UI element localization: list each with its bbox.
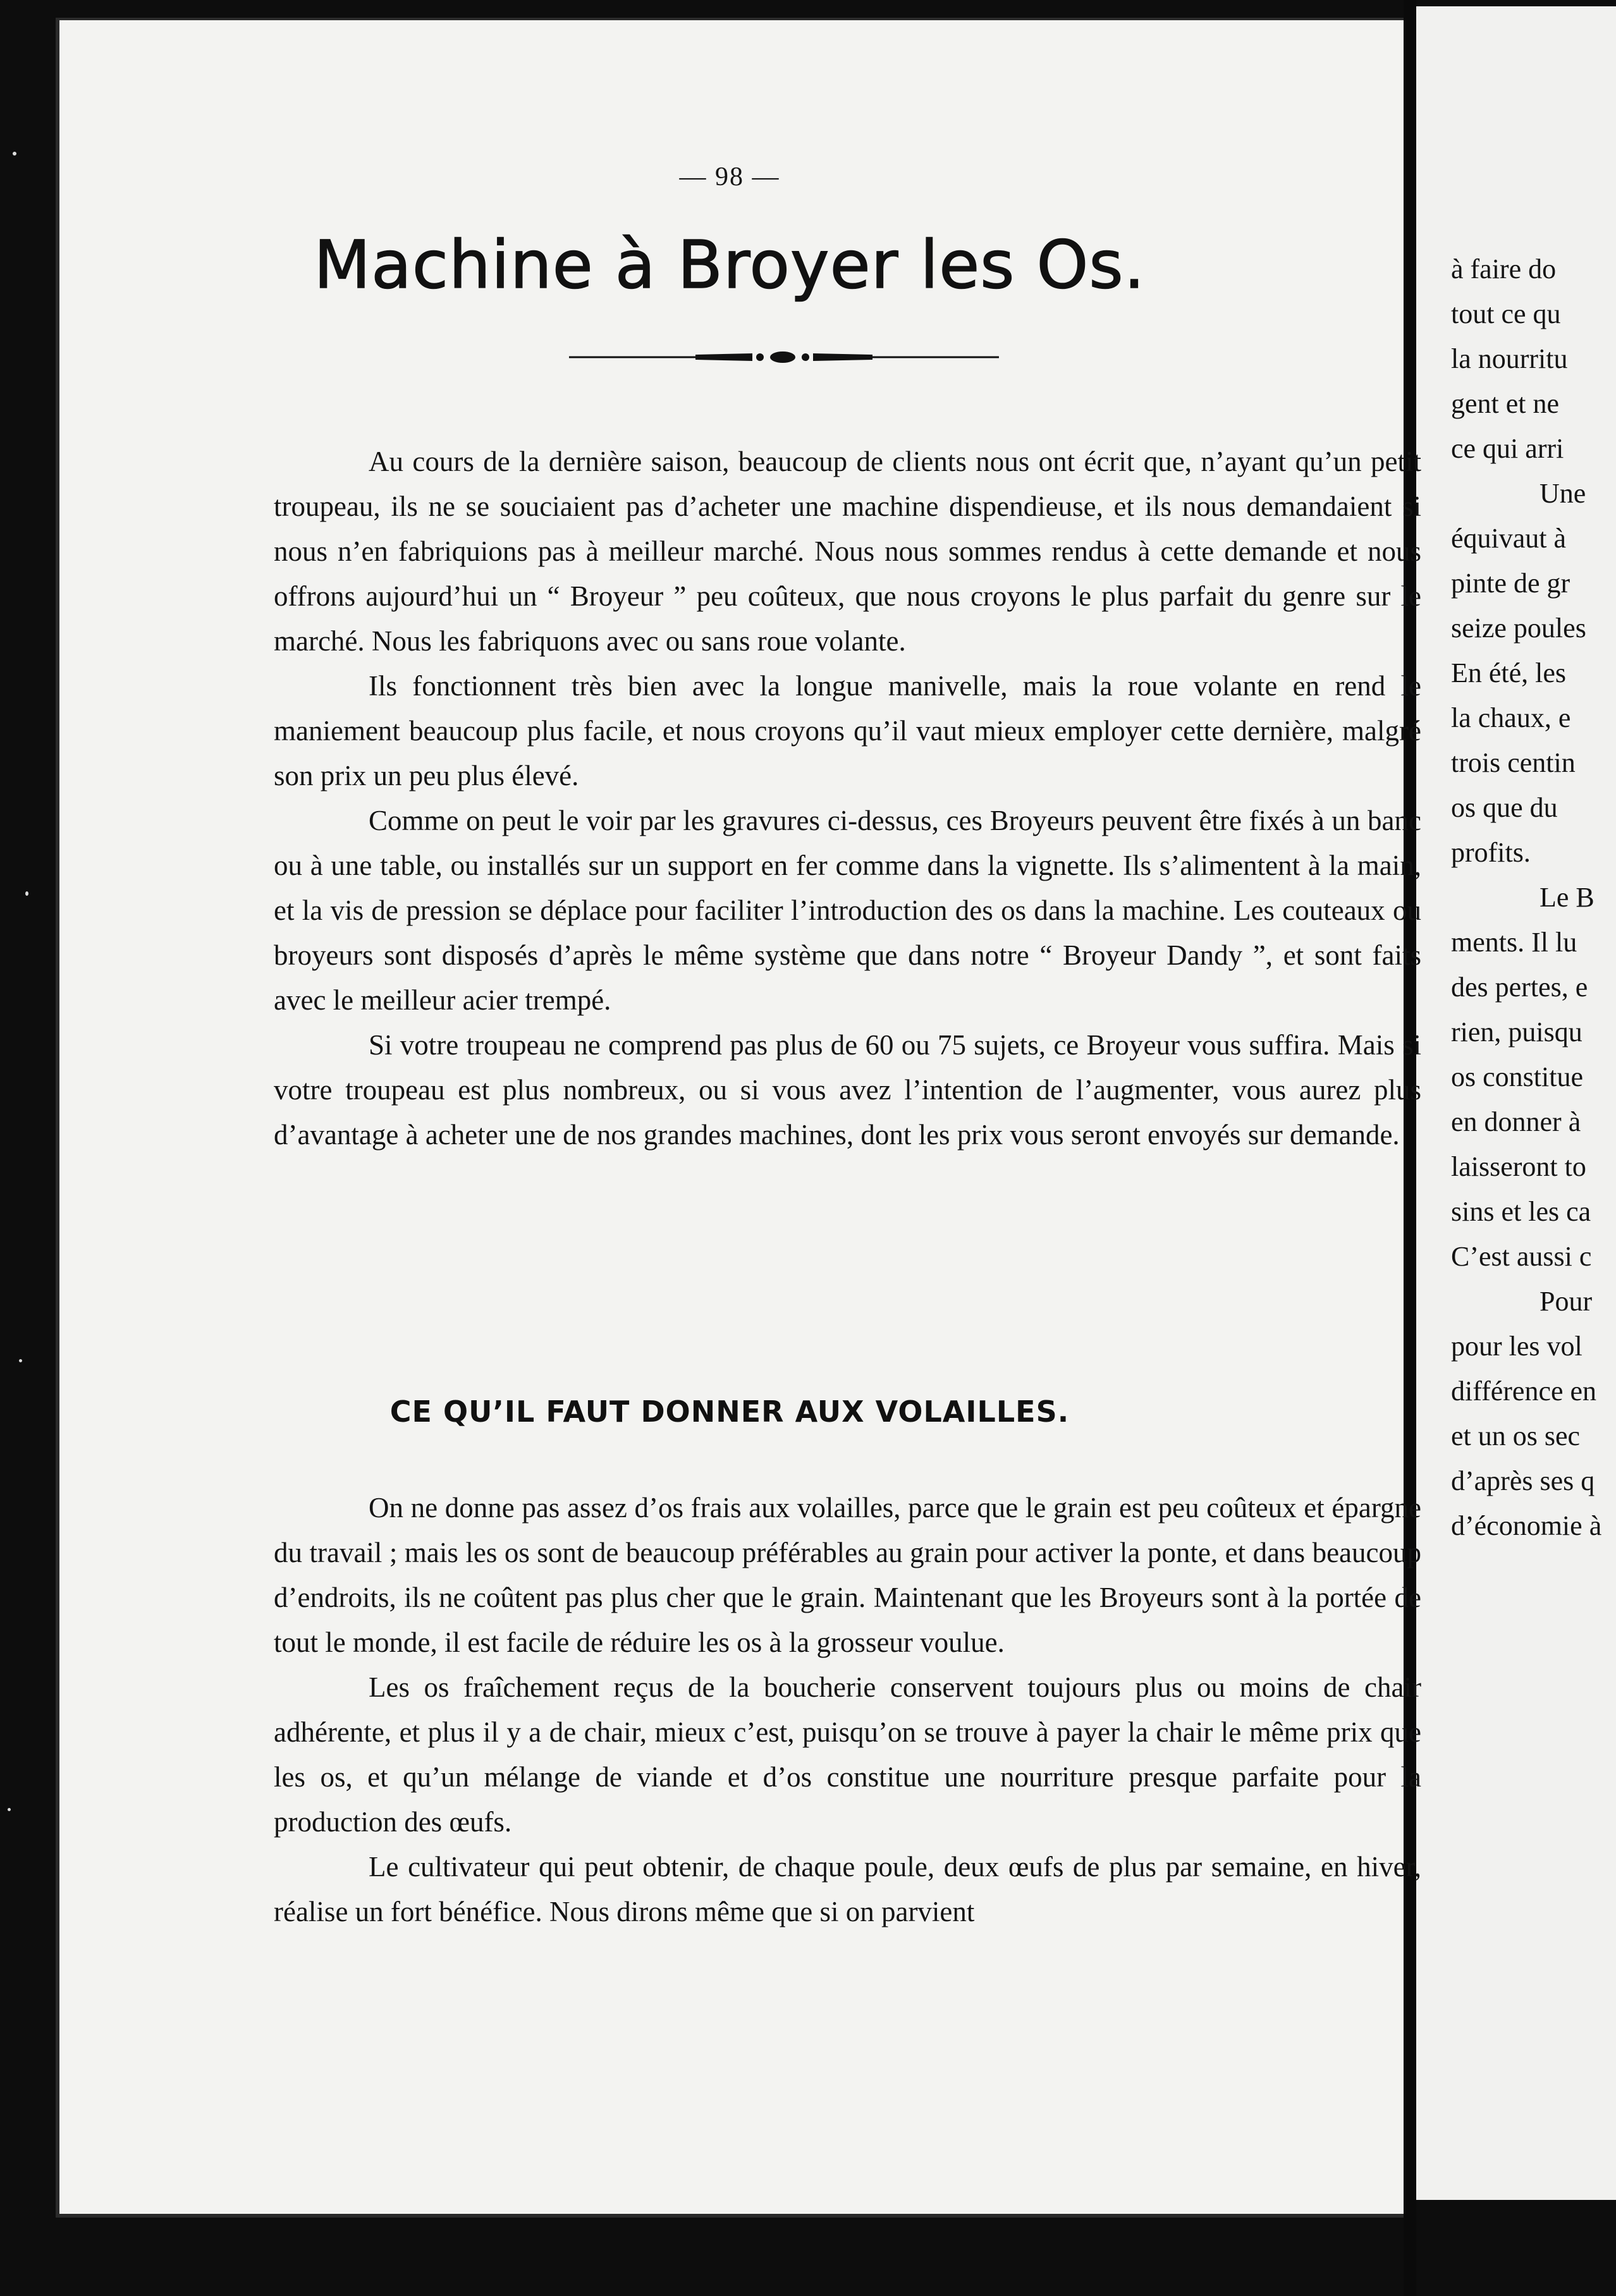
intro-paragraph-3: Comme on peut le voir par les gravures ci-dessus, ces Broyeurs peuvent être fixés à un banc ou à une table, ou installés sur un support en fer comme dans la vignette. Ils s’alimentent à la main, et la vis de pression se déplace pour faciliter l’introduction des os dans la machine. Les couteaux ou broyeurs sont disposés d’après le même système que dans notre “ Broyeur Dandy ”, et sont faits avec le meilleur acier trempé. — [274, 805, 1421, 1016]
scan-speck — [8, 1808, 11, 1811]
ornament-divider — [569, 345, 999, 370]
facing-page-line: pour les vol — [1451, 1331, 1582, 1362]
facing-page-line: os que du — [1451, 792, 1558, 823]
facing-page-line: à faire do — [1451, 253, 1557, 284]
facing-page-line: la chaux, e — [1451, 702, 1571, 733]
facing-page-line: gent et ne — [1451, 388, 1560, 419]
intro-paragraph-4: Si votre troupeau ne comprend pas plus de 60 ou 75 sujets, ce Broyeur vous suffira. Mais si votre troupeau est plus nombreux, ou si vous avez l’intention de l’augmenter, vous aurez plus d’avantage à acheter une de nos grandes machines, dont les prix vous seront envoyés sur demande. — [274, 1029, 1421, 1151]
scan-speck — [25, 891, 28, 896]
facing-page-line: C’est aussi c — [1451, 1241, 1592, 1272]
facing-page-line: en donner à — [1451, 1106, 1581, 1137]
intro-section — [274, 439, 1421, 1157]
facing-page-line: rien, puisqu — [1451, 1017, 1582, 1047]
facing-page-line: différence en — [1451, 1376, 1597, 1407]
facing-page-line: laisseront to — [1451, 1151, 1586, 1182]
facing-page-line: tout ce qu — [1451, 298, 1561, 329]
intro-paragraph-1: Au cours de la dernière saison, beaucoup de clients nous ont écrit que, n’ayant qu’un petit troupeau, ils ne se souciaient pas d’acheter une machine dispendieuse, et ils nous demandaient si nous n’en fabriquions pas à meilleur marché. Nous nous sommes rendus à cette demande et nous offrons aujourd’hui un “ Broyeur ” peu coûteux, que nous croyons le plus parfait du genre sur le marché. Nous les fabriquons avec ou sans roue volante. — [274, 446, 1421, 657]
facing-page-line: En été, les — [1451, 657, 1567, 688]
body-paragraph-2: Les os fraîchement reçus de la boucherie conservent toujours plus ou moins de chair adhérente, et plus il y a de chair, mieux c’est, puisqu’on se trouve à payer la chair le même prix que les os, et qu’un mélange de viande et d’os constitue une nourriture presque parfaite pour la production des œufs. — [274, 1671, 1421, 1838]
facing-page-line: d’après ses q — [1451, 1465, 1595, 1496]
facing-page-line: équivaut à — [1451, 523, 1567, 554]
page-title: Machine à Broyer les Os. — [314, 226, 1146, 303]
facing-page-line: seize poules — [1451, 613, 1586, 644]
facing-page-line: Le B — [1539, 882, 1595, 913]
facing-page-line: sins et les ca — [1451, 1196, 1591, 1227]
facing-page-line: Pour — [1539, 1286, 1593, 1317]
facing-page-line: et un os sec — [1451, 1420, 1581, 1451]
scan-speck — [13, 152, 16, 156]
facing-page — [1416, 6, 1616, 2200]
body-paragraph-1: On ne donne pas assez d’os frais aux volailles, parce que le grain est peu coûteux et épargne du travail ; mais les os sont de beaucoup préférables au grain pour activer la ponte, et dans beaucoup d’endroits, ils ne coûtent pas plus cher que le grain. Maintenant que les Broyeurs sont à la portée de tout le monde, il est facile de réduire les os à la grosseur voulue. — [274, 1492, 1421, 1658]
facing-page-text — [1451, 247, 1616, 1548]
body-paragraph-3: Le cultivateur qui peut obtenir, de chaque poule, deux œufs de plus par semaine, en hiver, réalise un fort bénéfice. Nous dirons même que si on parvient — [274, 1851, 1421, 1927]
facing-page-line: Une — [1539, 478, 1586, 509]
page-number: — 98 — — [679, 162, 780, 192]
section-heading: CE QU’IL FAUT DONNER AUX VOLAILLES. — [389, 1395, 1070, 1429]
facing-page-line: profits. — [1451, 837, 1531, 868]
left-page-content — [56, 18, 1421, 2211]
facing-page-line: trois centin — [1451, 747, 1576, 778]
facing-page-line: d’économie à — [1451, 1510, 1602, 1541]
intro-paragraph-2: Ils fonctionnent très bien avec la longue manivelle, mais la roue volante en rend le maniement beaucoup plus facile, et nous croyons qu’il vaut mieux employer cette dernière, malgré son prix un peu plus élevé. — [274, 670, 1421, 791]
poultry-section — [274, 1486, 1421, 1934]
facing-page-line: ce qui arri — [1451, 433, 1564, 464]
scan-speck — [19, 1359, 22, 1362]
facing-page-line: pinte de gr — [1451, 568, 1570, 599]
facing-page-line: ments. Il lu — [1451, 927, 1577, 958]
facing-page-line: des pertes, e — [1451, 972, 1588, 1003]
facing-page-line: la nourritu — [1451, 343, 1568, 374]
facing-page-line: os constitue — [1451, 1061, 1583, 1092]
